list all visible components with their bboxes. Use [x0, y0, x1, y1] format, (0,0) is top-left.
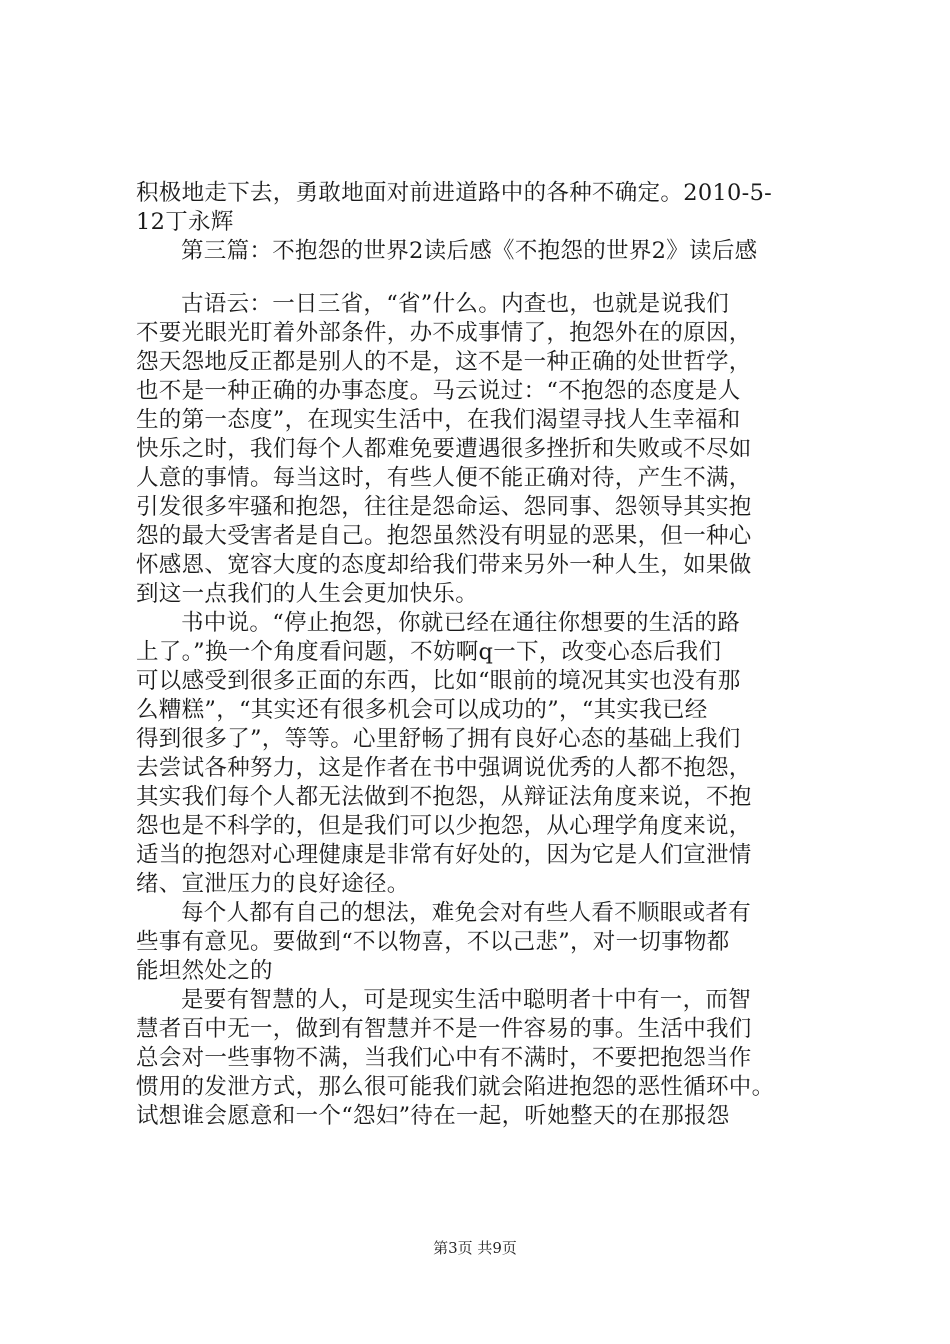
text-line: 其实我们每个人都无法做到不抱怨，从辩证法角度来说，不抱 — [136, 784, 752, 810]
text-line: 是要有智慧的人，可是现实生活中聪明者十中有一，而智 — [181, 987, 752, 1013]
text-line: 惯用的发泄方式，那么很可能我们就会陷进抱怨的恶性循环中。 — [136, 1074, 775, 1100]
text-line: 去尝试各种努力，这是作者在书中强调说优秀的人都不抱怨， — [136, 755, 752, 781]
paragraph-gap — [136, 266, 836, 290]
text-line: 第三篇：不抱怨的世界2读后感《不抱怨的世界2》读后感 — [181, 238, 758, 264]
text-line: 些事有意见。要做到“不以物喜，不以己悲”，对一切事物都 — [136, 929, 730, 955]
text-line: 每个人都有自己的想法，难免会对有些人看不顺眼或者有 — [181, 900, 752, 926]
text-line: 绪、宣泄压力的良好途径。 — [136, 871, 410, 897]
text-line: 快乐之时，我们每个人都难免要遭遇很多挫折和失败或不尽如 — [136, 436, 752, 462]
text-line: 积极地走下去，勇敢地面对前进道路中的各种不确定。2010-5- — [136, 180, 773, 206]
text-line: 怨天怨地反正都是别人的不是，这不是一种正确的处世哲学， — [136, 349, 752, 375]
text-line: 引发很多牢骚和抱怨，往往是怨命运、怨同事、怨领导其实抱 — [136, 494, 752, 520]
text-line: 么糟糕”，“其实还有很多机会可以成功的”，“其实我已经 — [136, 697, 708, 723]
text-line: 上了。”换一个角度看问题，不妨啊q一下，改变心态后我们 — [136, 639, 722, 665]
text-line: 怨也是不科学的，但是我们可以少抱怨，从心理学角度来说， — [136, 813, 752, 839]
text-line: 不要光眼光盯着外部条件，办不成事情了，抱怨外在的原因， — [136, 320, 752, 346]
text-line: 书中说。“停止抱怨，你就已经在通往你想要的生活的路 — [181, 610, 741, 636]
text-line: 古语云：一日三省，“省”什么。内查也，也就是说我们 — [181, 291, 730, 317]
text-line: 总会对一些事物不满，当我们心中有不满时，不要把抱怨当作 — [136, 1045, 752, 1071]
text-line: 能坦然处之的 — [136, 958, 273, 984]
text-line: 怨的最大受害者是自己。抱怨虽然没有明显的恶果，但一种心 — [136, 523, 752, 549]
text-line: 适当的抱怨对心理健康是非常有好处的，因为它是人们宣泄情 — [136, 842, 752, 868]
text-line: 到这一点我们的人生会更加快乐。 — [136, 581, 479, 607]
text-line: 也不是一种正确的办事态度。马云说过：“不抱怨的态度是人 — [136, 378, 741, 404]
text-line: 12丁永辉 — [136, 209, 234, 235]
text-line: 人意的事情。每当这时，有些人便不能正确对待，产生不满， — [136, 465, 752, 491]
page-footer: 第3页 共9页 — [433, 1239, 517, 1257]
text-line: 可以感受到很多正面的东西，比如“眼前的境况其实也没有那 — [136, 668, 741, 694]
text-line: 试想谁会愿意和一个“怨妇”待在一起，听她整天的在那报怨 — [136, 1103, 730, 1129]
text-line: 得到很多了”，等等。心里舒畅了拥有良好心态的基础上我们 — [136, 726, 741, 752]
text-line: 怀感恩、宽容大度的态度却给我们带来另外一种人生，如果做 — [136, 552, 752, 578]
text-line: 生的第一态度”，在现实生活中，在我们渴望寻找人生幸福和 — [136, 407, 741, 433]
document-body — [136, 179, 836, 1131]
text-line: 慧者百中无一，做到有智慧并不是一件容易的事。生活中我们 — [136, 1016, 752, 1042]
